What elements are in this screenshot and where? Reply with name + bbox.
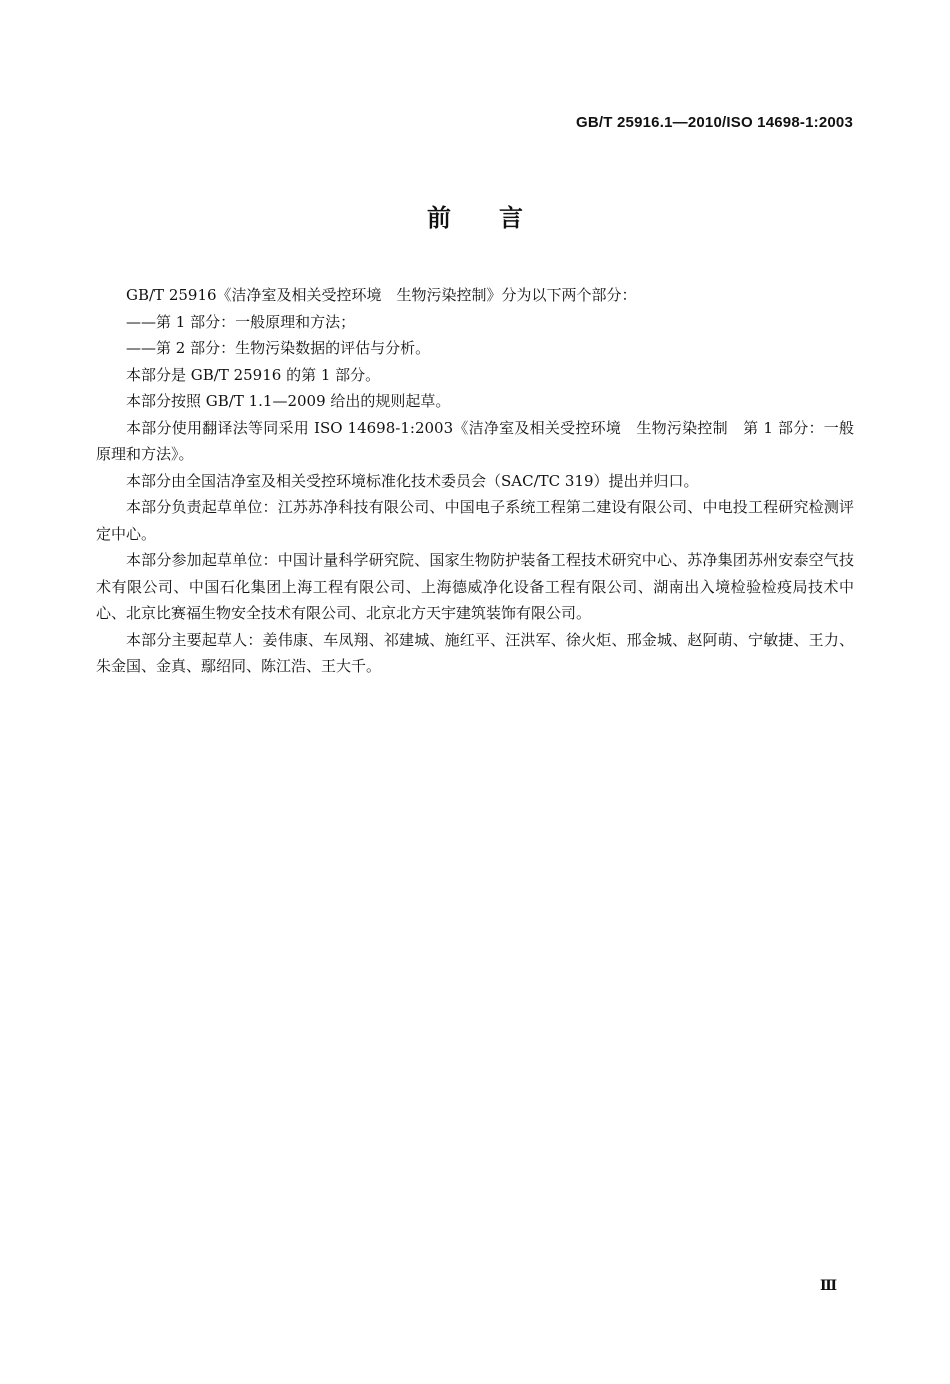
paragraph-participating-units: 本部分参加起草单位：中国计量科学研究院、国家生物防护装备工程技术研究中心、苏净集团苏州安泰空气技术有限公司、中国石化集团上海工程有限公司、上海德威净化设备工程有限公司、湖南出入境检验检疫局技术中心、北京比赛福生物安全技术有限公司、北京北方天宇建筑装饰有限公司。 (96, 551, 854, 622)
page-title: 前言 (427, 204, 571, 232)
paragraph-adoption: 本部分使用翻译法等同采用 ISO 14698-1:2003《洁净室及相关受控环境 生物污染控制 第 1 部分：一般原理和方法》。 (96, 418, 854, 463)
paragraph-part-1: ——第 1 部分：一般原理和方法； (126, 312, 356, 331)
standard-number: GB/T 25916.1—2010/ISO 14698-1:2003 (576, 114, 853, 131)
paragraph-drafting-rules: 本部分按照 GB/T 1.1—2009 给出的规则起草。 (126, 392, 451, 410)
paragraph-proposed-by: 本部分由全国洁净室及相关受控环境标准化技术委员会（SAC/TC 319）提出并归口。 (126, 471, 699, 490)
foreword-body (96, 282, 854, 680)
page-number: Ⅲ (819, 1278, 837, 1294)
paragraph-this-part: 本部分是 GB/T 25916 的第 1 部分。 (126, 365, 381, 384)
paragraph-parts-intro: GB/T 25916《洁净室及相关受控环境 生物污染控制》分为以下两个部分： (126, 286, 637, 304)
paragraph-responsible-units: 本部分负责起草单位：江苏苏净科技有限公司、中国电子系统工程第二建设有限公司、中电投工程研究检测评定中心。 (96, 498, 854, 543)
paragraph-main-drafters: 本部分主要起草人：姜伟康、车凤翔、祁建城、施红平、汪洪军、徐火炬、邢金城、赵阿萌、宁敏捷、王力、朱金国、金真、鄢绍同、陈江浩、王大千。 (96, 630, 854, 675)
paragraph-part-2: ——第 2 部分：生物污染数据的评估与分析。 (126, 339, 431, 357)
